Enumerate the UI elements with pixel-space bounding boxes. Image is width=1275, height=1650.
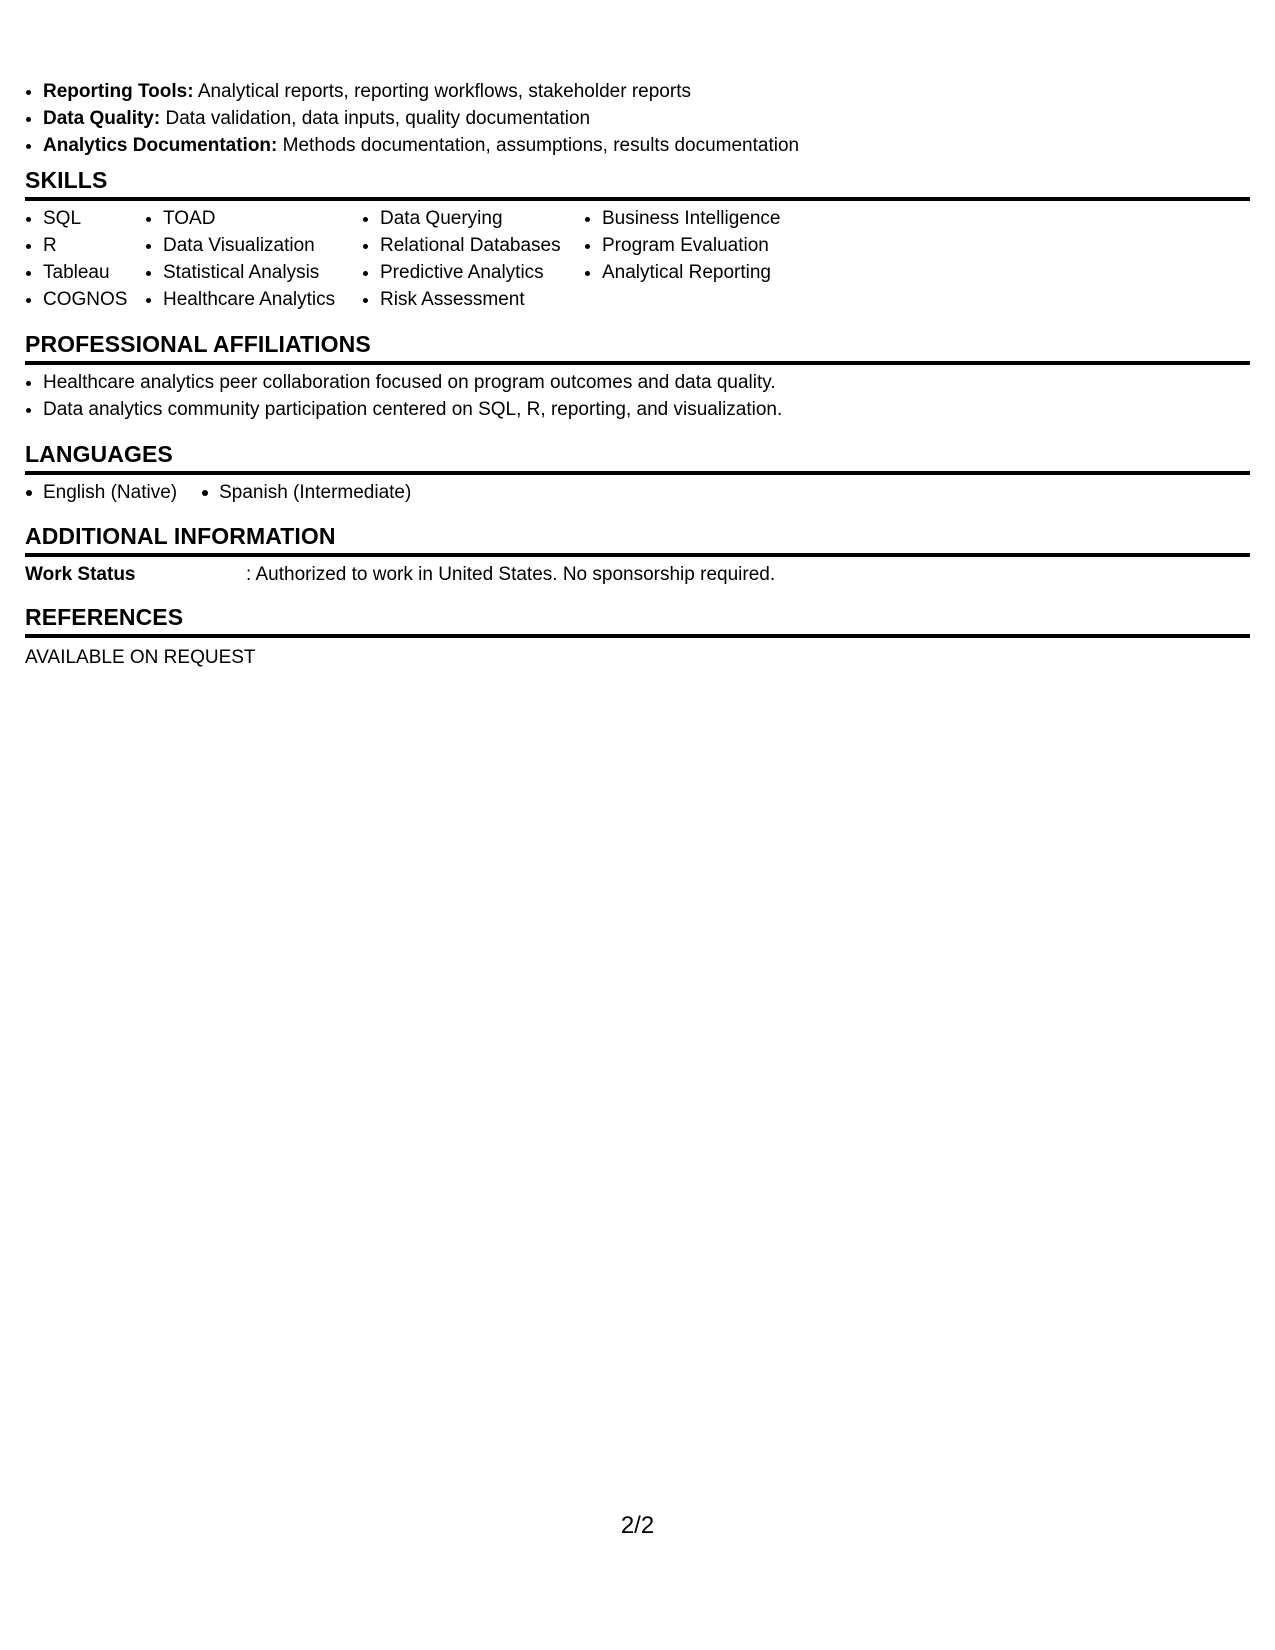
skill-item: • Predictive Analytics bbox=[380, 259, 584, 286]
summary-item bbox=[43, 105, 799, 132]
skills-grid bbox=[25, 205, 1250, 313]
section-title: PROFESSIONAL AFFILIATIONS bbox=[25, 330, 1250, 365]
work-status-value: : Authorized to work in United States. No sponsorship required. bbox=[246, 564, 776, 585]
work-status-label: Work Status bbox=[25, 564, 136, 585]
languages-list bbox=[25, 479, 1250, 506]
skill-item: • Statistical Analysis bbox=[163, 259, 362, 286]
references-section bbox=[25, 603, 1250, 671]
skill-item: • Analytical Reporting bbox=[602, 259, 822, 286]
skill-item: • Program Evaluation bbox=[602, 232, 822, 259]
skill-item: • Tableau bbox=[43, 259, 145, 286]
skill-item: • Data Visualization bbox=[163, 232, 362, 259]
skill-item: • COGNOS bbox=[43, 286, 145, 313]
summary-item bbox=[43, 132, 799, 159]
summary-text: Analytical reports, reporting workflows, stakeholder reports bbox=[197, 81, 691, 102]
skill-item: • SQL bbox=[43, 205, 145, 232]
skill-item: • Healthcare Analytics bbox=[163, 286, 362, 313]
skills-column bbox=[584, 205, 822, 313]
summary-item bbox=[43, 78, 799, 105]
skill-item: • Business Intelligence bbox=[602, 205, 822, 232]
summary-text: Methods documentation, assumptions, results documentation bbox=[282, 135, 800, 156]
skill-item: • R bbox=[43, 232, 145, 259]
languages-section bbox=[25, 440, 1250, 506]
summary-list bbox=[25, 78, 799, 159]
section-title: ADDITIONAL INFORMATION bbox=[25, 522, 1250, 557]
affiliation-item: • Healthcare analytics peer collaboration focused on program outcomes and data quality. bbox=[43, 369, 1250, 396]
skill-item: • TOAD bbox=[163, 205, 362, 232]
skills-column bbox=[25, 205, 145, 313]
summary-text: Data validation, data inputs, quality documentation bbox=[165, 108, 591, 129]
affiliations-list bbox=[25, 369, 1250, 423]
affiliation-item: • Data analytics community participation centered on SQL, R, reporting, and visualization. bbox=[43, 396, 1250, 423]
summary-label: Reporting Tools: bbox=[43, 81, 194, 102]
work-status-row bbox=[25, 561, 1250, 588]
skills-column bbox=[362, 205, 584, 313]
summary-label: Data Quality: bbox=[43, 108, 161, 129]
skills-section bbox=[25, 166, 1250, 313]
references-text: AVAILABLE ON REQUEST bbox=[25, 647, 256, 668]
section-title: LANGUAGES bbox=[25, 440, 1250, 475]
language-item: English (Native) bbox=[25, 479, 177, 506]
affiliations-section bbox=[25, 330, 1250, 423]
resume-page bbox=[25, 0, 1250, 1650]
skill-item: • Relational Databases bbox=[380, 232, 584, 259]
summary-label: Analytics Documentation: bbox=[43, 135, 278, 156]
language-item: Spanish (Intermediate) bbox=[201, 479, 411, 506]
skills-column bbox=[145, 205, 362, 313]
skill-item: • Risk Assessment bbox=[380, 286, 584, 313]
section-title: REFERENCES bbox=[25, 603, 1250, 638]
skill-item: • Data Querying bbox=[380, 205, 584, 232]
additional-info-section bbox=[25, 522, 1250, 588]
section-title: SKILLS bbox=[25, 166, 1250, 201]
page-number: 2/2 bbox=[620, 1512, 655, 1539]
